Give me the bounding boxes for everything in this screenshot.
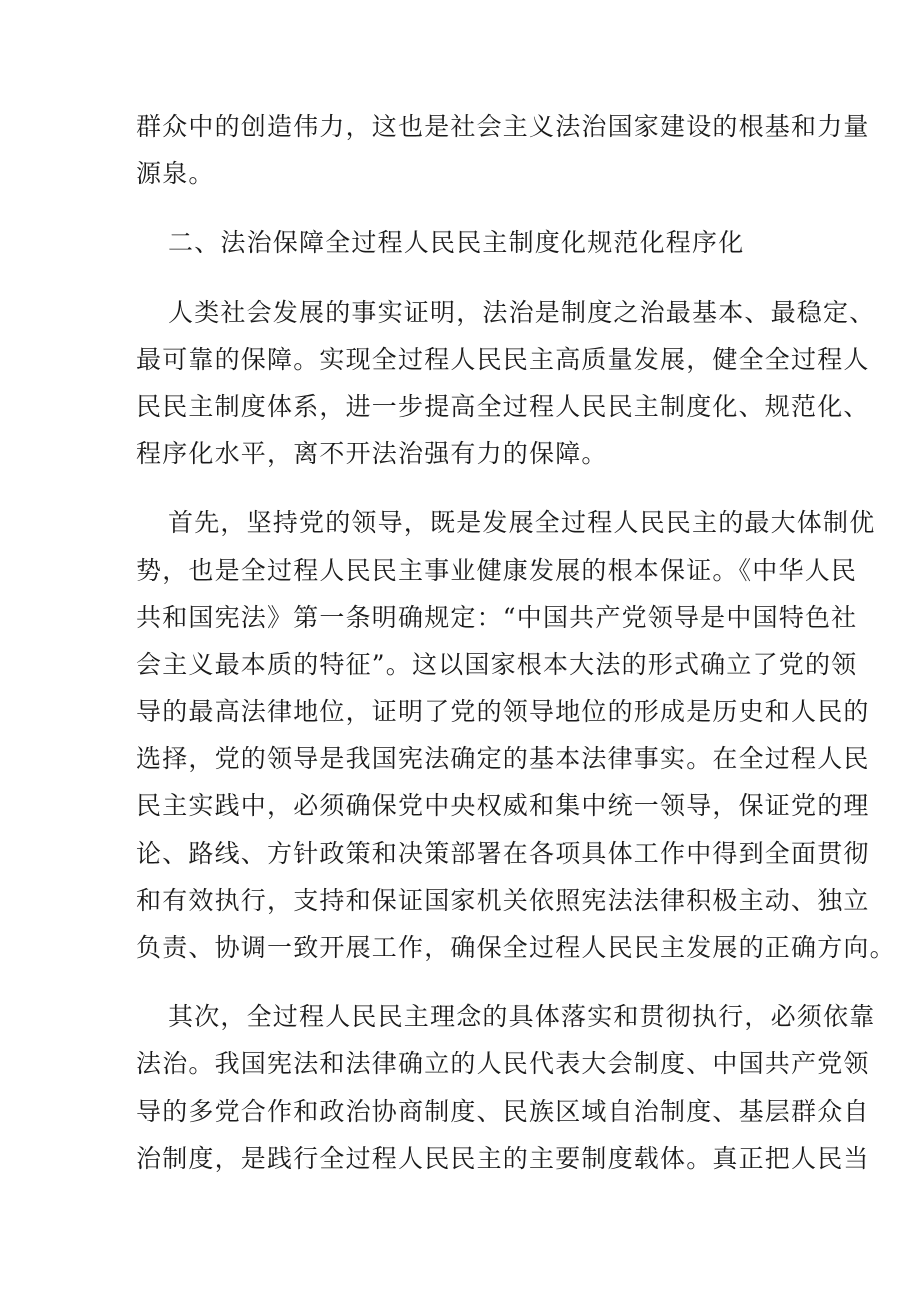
- paragraph-line: 源泉。: [136, 159, 215, 189]
- document-body: [136, 103, 896, 1182]
- paragraph-line: 共和国宪法》第一条明确规定：“中国共产党领导是中国特色社: [136, 602, 858, 632]
- paragraph-line: 和有效执行，支持和保证国家机关依照宪法法律积极主动、独立: [136, 885, 870, 915]
- paragraph-line: 治制度，是践行全过程人民民主的主要制度载体。真正把人民当: [136, 1143, 870, 1173]
- paragraph-line: 论、路线、方针政策和决策部署在各项具体工作中得到全面贯彻: [136, 838, 870, 868]
- paragraph-line: 势，也是全过程人民民主事业健康发展的根本保证。《中华人民: [136, 555, 858, 585]
- section-heading: [136, 219, 786, 266]
- paragraph-line: 选择，党的领导是我国宪法确定的基本法律事实。在全过程人民: [136, 744, 870, 774]
- paragraph-line: 会主义最本质的特征”。这以国家根本大法的形式确立了党的领: [136, 649, 858, 679]
- paragraph-line: 首先，坚持党的领导，既是发展全过程人民民主的最大体制优: [168, 508, 876, 538]
- paragraph-line: 导的多党合作和政治协商制度、民族区域自治制度、基层群众自: [136, 1096, 870, 1126]
- paragraph-line: 程序化水平，离不开法治强有力的保障。: [136, 439, 608, 469]
- paragraph-line: 法治。我国宪法和法律确立的人民代表大会制度、中国共产党领: [136, 1049, 870, 1079]
- paragraph-line: 其次，全过程人民民主理念的具体落实和贯彻执行，必须依靠: [168, 1002, 876, 1032]
- paragraph-line: 民主实践中，必须确保党中央权威和集中统一领导，保证党的理: [136, 791, 870, 821]
- paragraph-line: 群众中的创造伟力，这也是社会主义法治国家建设的根基和力量: [136, 112, 870, 141]
- paragraph-line: 民民主制度体系，进一步提高全过程人民民主制度化、规范化、: [136, 391, 870, 421]
- paragraph-3: [136, 499, 896, 971]
- paragraph-1: [136, 103, 870, 197]
- paragraph-line: 人类社会发展的事实证明，法治是制度之治最基本、最稳定、: [168, 297, 876, 327]
- paragraph-2: [136, 289, 876, 478]
- paragraph-line: 最可靠的保障。实现全过程人民民主高质量发展，健全全过程人: [136, 344, 870, 374]
- paragraph-line: 导的最高法律地位，证明了党的领导地位的形成是历史和人民的: [136, 697, 870, 727]
- paragraph-4: [136, 993, 876, 1182]
- paragraph-line: 负责、协调一致开展工作，确保全过程人民民主发展的正确方向。: [136, 933, 896, 962]
- heading-text: 二、法治保障全过程人民民主制度化规范化程序化: [168, 228, 745, 258]
